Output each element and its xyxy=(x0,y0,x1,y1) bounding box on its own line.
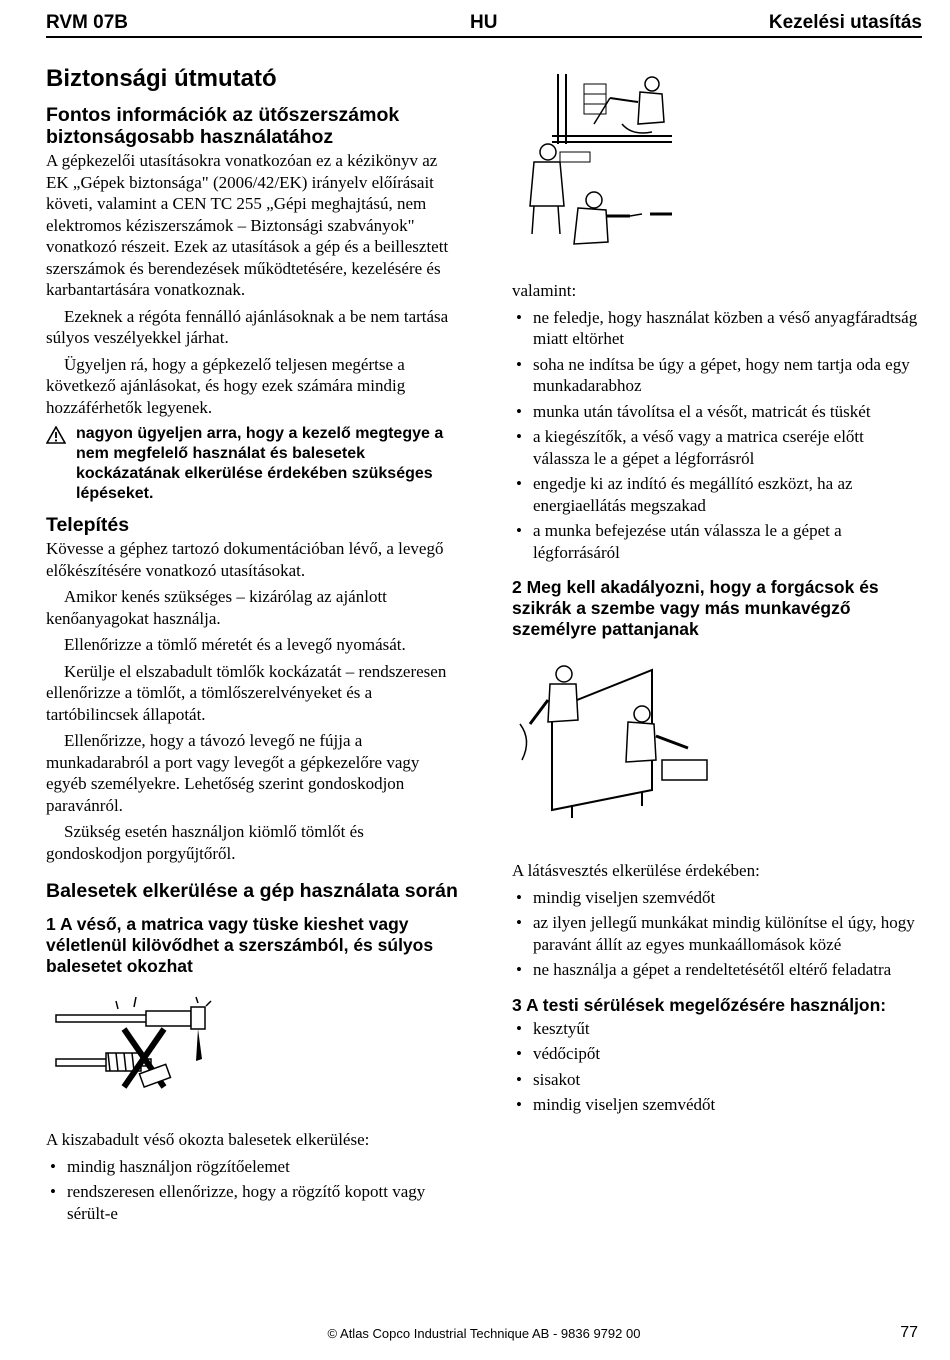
section-2-title: 2 Meg kell akadályozni, hogy a forgácsok és szikrák a szembe vagy más munkavégző személyre pattanjanak xyxy=(512,577,879,639)
chisel-ejection-illustration xyxy=(46,989,226,1099)
header-model: RVM 07B xyxy=(46,12,129,33)
install-paragraph-6: Szükség esetén használjon kiömlő tömlőt és gondoskodjon porgyűjtőről. xyxy=(46,822,364,863)
section-3-list xyxy=(512,1018,924,1116)
list-item: • ne használja a gépet a rendeltetésétől eltérő feladatra xyxy=(512,959,924,981)
warning-text: nagyon ügyeljen arra, hogy a kezelő megtegye a nem megfelelő használat és balesetek kockázatának elkerülése érdekében szükséges lépéseket. xyxy=(76,425,444,502)
left-column xyxy=(46,64,460,1228)
list-item: • védőcipőt xyxy=(512,1043,924,1065)
list-item: • engedje ki az indító és megállító eszközt, ha az energiaellátás megszakad xyxy=(512,473,924,516)
right-column xyxy=(512,280,924,1120)
list-item: • munka után távolítsa el a vésőt, matricát és tüskét xyxy=(512,401,924,423)
warning-triangle-icon xyxy=(46,426,66,444)
paragraph-intro: A gépkezelői utasításokra vonatkozóan ez a kézikönyv az EK „Gépek biztonsága" (2006/42/EK) irányelv előírásait követi, valamint a CEN TC 255 „Gépi meghajtású, nem elektromos kéziszerszámok – Biztonsági szabványok" vonatkozó részeit. Ezek az utasítások a gép és a beillesztett szerszámok és berendezések működtetésére, kezelésére és karbantartására vonatkoznak. xyxy=(46,151,449,299)
section-2-list xyxy=(512,887,924,981)
page-number: 77 xyxy=(900,1324,918,1341)
list-item: • a munka befejezése után válassza le a gépet a légforrásáról xyxy=(512,520,924,563)
install-paragraph-5: Ellenőrizze, hogy a távozó levegő ne fújja a munkadarabról a port vagy levegőt a gépkezelőre vagy egyéb személyekre. Lehetőség szerint gondoskodjon paravánról. xyxy=(46,731,420,815)
list-item: • ne feledje, hogy használat közben a véső anyagfáradtság miatt eltörhet xyxy=(512,307,924,350)
section-title-accidents: Balesetek elkerülése a gép használata során xyxy=(46,880,458,902)
right-intro: valamint: xyxy=(512,281,577,300)
list-item: • mindig viseljen szemvédőt xyxy=(512,887,924,909)
list-item: • a kiegészítők, a véső vagy a matrica cseréje előtt válassza le a gépet a légforrásról xyxy=(512,426,924,469)
list-item: • az ilyen jellegű munkákat mindig különítse el úgy, hogy paravánt állít az egyes munkaállomások közé xyxy=(512,912,924,955)
screen-partition-illustration xyxy=(512,660,712,820)
list-item: • soha ne indítsa be úgy a gépet, hogy nem tartja oda egy munkadarabhoz xyxy=(512,354,924,397)
paragraph-risk: Ezeknek a régóta fennálló ajánlásoknak a be nem tartása súlyos veszélyekkel járhat. xyxy=(46,306,449,347)
install-paragraph-3: Ellenőrizze a tömlő méretét és a levegő nyomását. xyxy=(64,635,406,654)
list-item: • mindig viseljen szemvédőt xyxy=(512,1094,924,1116)
page-header xyxy=(46,10,922,38)
list-item: • rendszeresen ellenőrizze, hogy a rögzítő kopott vagy sérült-e xyxy=(46,1181,460,1224)
list-item: • kesztyűt xyxy=(512,1018,924,1040)
section-1-title: 1 A véső, a matrica vagy tüske kieshet vagy véletlenül kilövődhet a szerszámból, és súlyos balesetet okozhat xyxy=(46,914,434,976)
section-3-title: 3 A testi sérülések megelőzésére használjon: xyxy=(512,994,887,1015)
install-paragraph-2: Amikor kenés szükséges – kizárólag az ajánlott kenőanyagokat használja. xyxy=(46,587,387,628)
section-title-install: Telepítés xyxy=(46,514,130,536)
install-paragraph-1: Kövesse a géphez tartozó dokumentációban lévő, a levegő előkészítésére vonatkozó utasításokat. xyxy=(46,539,444,580)
list-item: • mindig használjon rögzítőelemet xyxy=(46,1156,460,1178)
header-language: HU xyxy=(470,12,498,33)
workers-illustration xyxy=(512,74,672,254)
install-paragraph-4: Kerülje el elszabadult tömlők kockázatát – rendszeresen ellenőrizze a tömlőt, a tömlőszerelvényeket és a tartóbilincsek állapotát. xyxy=(46,661,447,724)
header-doc-type: Kezelési utasítás xyxy=(768,12,922,33)
section-title-important-info: Fontos információk az ütőszerszámok biztonságosabb használatához xyxy=(46,104,400,148)
footer-copyright: © Atlas Copco Industrial Technique AB - 9836 9792 00 xyxy=(327,1326,641,1341)
list-item: • sisakot xyxy=(512,1069,924,1091)
page-title: Biztonsági útmutató xyxy=(46,65,277,92)
warning-note xyxy=(46,424,460,504)
general-precautions-list xyxy=(512,307,924,564)
paragraph-understand: Ügyeljen rá, hogy a gépkezelő teljesen megértse a következő ajánlásokat, és hogy ezek számára mindig hozzáférhetők legyenek. xyxy=(46,354,406,417)
section-1-list xyxy=(46,1156,460,1225)
section-1-intro: A kiszabadult véső okozta balesetek elkerülése: xyxy=(46,1130,370,1149)
section-2-intro: A látásvesztés elkerülése érdekében: xyxy=(512,861,760,880)
